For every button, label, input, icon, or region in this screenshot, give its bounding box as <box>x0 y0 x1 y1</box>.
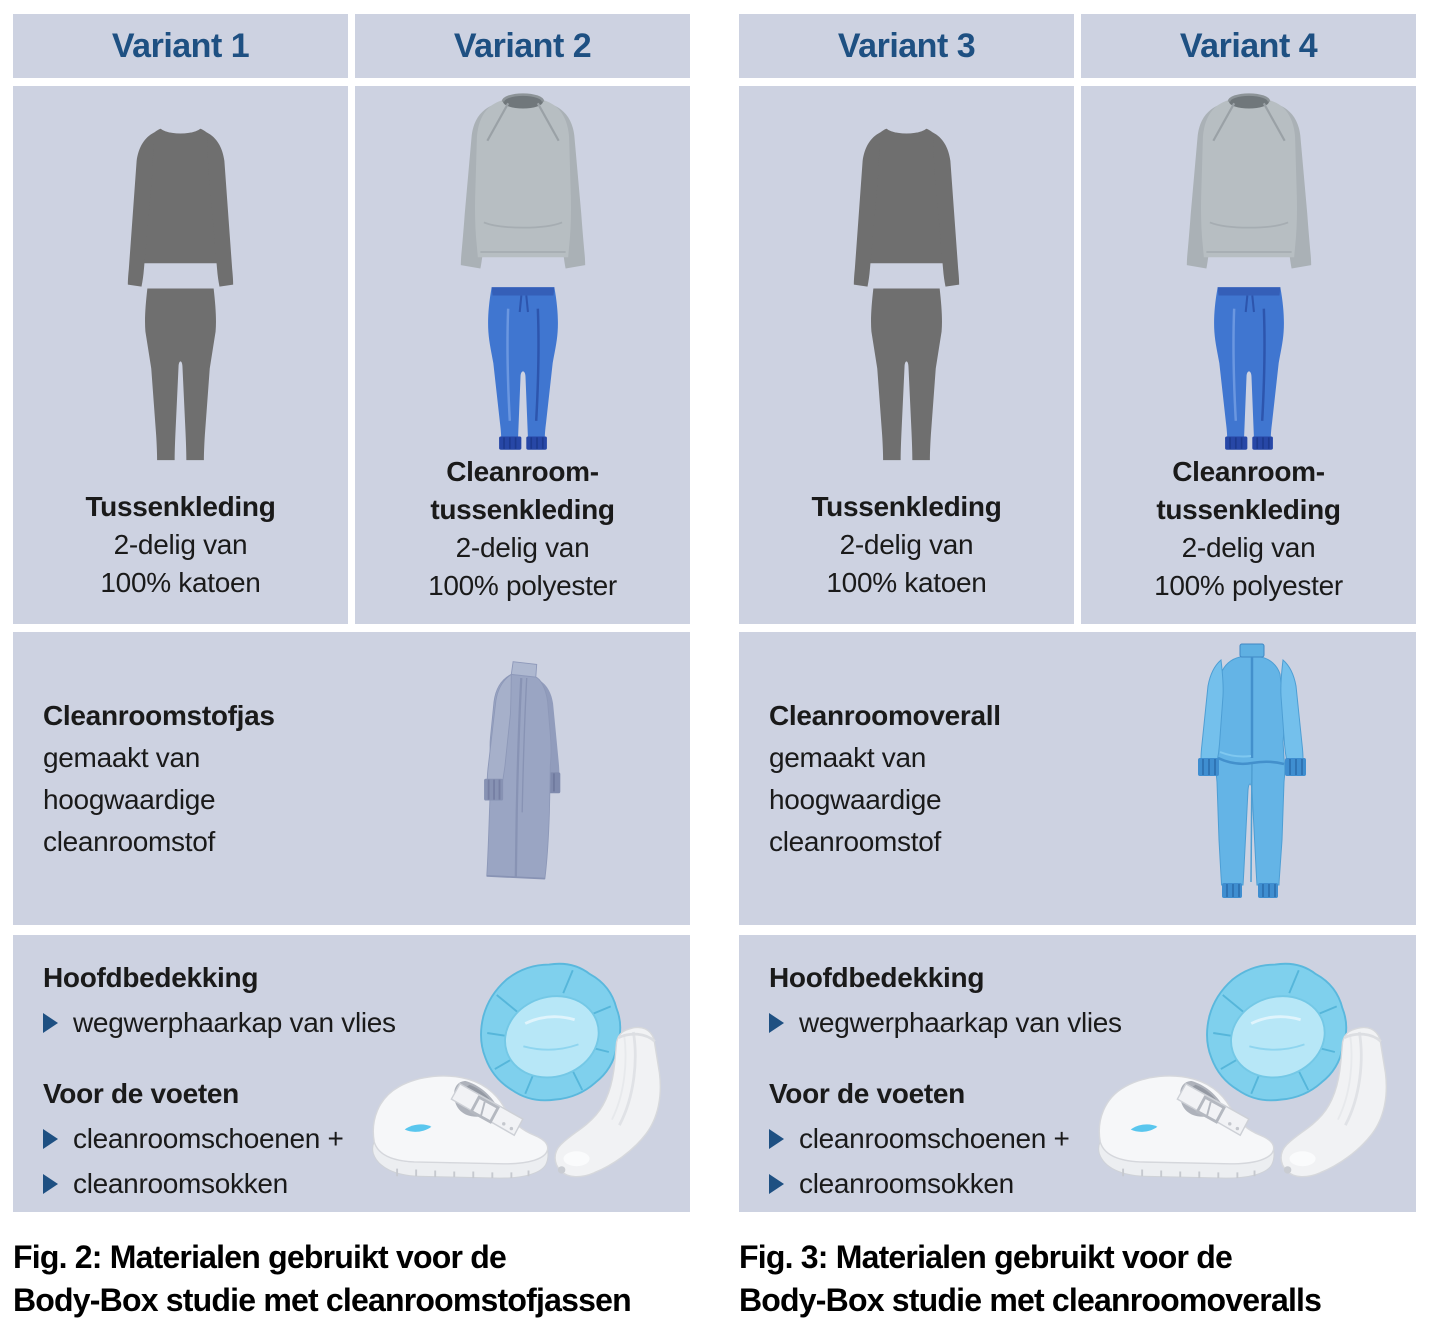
undergarment-silhouette-image <box>83 86 278 488</box>
coat-desc-line: hoogwaardige <box>43 783 216 815</box>
coverall-desc-line: gemaakt van <box>769 741 927 773</box>
variant-4-description <box>1154 453 1343 627</box>
coat-desc-line: cleanroomstof <box>43 825 215 857</box>
coverall-section <box>739 632 1416 925</box>
variant-1-header <box>13 14 348 78</box>
coverall-title: Cleanroomoverall <box>769 699 1001 731</box>
variant-desc-line: 100% katoen <box>826 567 987 598</box>
variant-desc-line: 100% katoen <box>100 567 261 598</box>
feet-title: Voor de voeten <box>769 1078 965 1109</box>
head-covering-item <box>43 1000 690 1045</box>
variant-desc-line: 100% polyester <box>1154 570 1343 601</box>
feet-title: Voor de voeten <box>43 1078 239 1109</box>
feet-item-label: cleanroomsokken <box>73 1168 288 1199</box>
variant-desc-line: 2-delig van <box>839 529 974 560</box>
variant-title-line: tussenkleding <box>430 494 615 525</box>
variant-title-line: Cleanroom- <box>1172 456 1325 487</box>
cleanroom-undergarment-shirt-image <box>1149 92 1349 279</box>
variant-header-row <box>739 14 1416 86</box>
figure-3-caption <box>739 1236 1416 1322</box>
feet-item <box>769 1161 1416 1206</box>
variant-3-header-label: Variant 3 <box>837 26 976 65</box>
arrow-bullet-icon <box>43 1129 58 1149</box>
variant-desc-line: 2-delig van <box>113 529 248 560</box>
feet-item <box>43 1161 690 1206</box>
arrow-bullet-icon <box>769 1013 784 1033</box>
cleanroom-undergarment-image <box>1149 86 1349 453</box>
variant-title-line: tussenkleding <box>1156 494 1341 525</box>
feet-item-label: cleanroomschoenen + <box>799 1123 1070 1154</box>
variant-1-cell <box>13 86 348 624</box>
head-covering-item <box>769 1000 1416 1045</box>
cleanroom-undergarment-shirt-image <box>423 92 623 279</box>
undergarment-silhouette-image <box>809 86 1004 488</box>
cleanroom-undergarment-pants-image <box>1183 284 1315 453</box>
variant-2-header-label: Variant 2 <box>453 26 592 65</box>
variant-title-line: Tussenkleding <box>811 491 1002 522</box>
feet-item <box>43 1116 690 1161</box>
figure-3-panel <box>739 14 1416 1322</box>
accessories-text <box>13 935 690 1206</box>
cleanroom-coat-image <box>465 658 583 885</box>
accessories-section <box>13 935 690 1212</box>
caption-line: Body-Box studie met cleanroomstofjassen <box>13 1282 631 1318</box>
variant-desc-line: 2-delig van <box>1181 532 1316 563</box>
variant-title-line: Tussenkleding <box>85 491 276 522</box>
variant-3-header <box>739 14 1074 78</box>
variant-header-row <box>13 14 690 86</box>
coat-description <box>13 695 275 863</box>
variant-content-row <box>739 86 1416 624</box>
cleanroom-undergarment-image <box>423 86 623 453</box>
coat-title: Cleanroomstofjas <box>43 699 275 731</box>
variant-2-cell <box>355 86 690 624</box>
caption-line: Body-Box studie met cleanroomoveralls <box>739 1282 1322 1318</box>
variant-1-description <box>85 488 275 624</box>
caption-line: Fig. 3: Materialen gebruikt voor de <box>739 1239 1232 1275</box>
arrow-bullet-icon <box>43 1013 58 1033</box>
head-covering-item-label: wegwerphaarkap van vlies <box>73 1007 396 1038</box>
accessories-section <box>739 935 1416 1212</box>
arrow-bullet-icon <box>769 1174 784 1194</box>
feet-item-label: cleanroomsokken <box>799 1168 1014 1199</box>
feet-item <box>769 1116 1416 1161</box>
variant-1-header-label: Variant 1 <box>111 26 250 65</box>
figure-2-panel <box>13 14 690 1322</box>
variant-desc-line: 2-delig van <box>455 532 590 563</box>
variant-2-description <box>428 453 617 627</box>
variant-title-line: Cleanroom- <box>446 456 599 487</box>
coverall-description <box>739 695 1001 863</box>
coverall-desc-line: hoogwaardige <box>769 783 942 815</box>
head-covering-item-label: wegwerphaarkap van vlies <box>799 1007 1122 1038</box>
variant-content-row <box>13 86 690 624</box>
head-covering-title: Hoofdbedekking <box>43 962 259 993</box>
variant-2-header <box>355 14 690 78</box>
cleanroom-undergarment-pants-image <box>457 284 589 453</box>
variant-3-description <box>811 488 1001 624</box>
figure-panels <box>13 14 1416 1322</box>
cleanroom-coverall-image <box>1187 640 1317 900</box>
head-covering-title: Hoofdbedekking <box>769 962 985 993</box>
figure-2-caption <box>13 1236 690 1322</box>
coat-desc-line: gemaakt van <box>43 741 201 773</box>
coat-section <box>13 632 690 925</box>
variant-desc-line: 100% polyester <box>428 570 617 601</box>
variant-4-cell <box>1081 86 1416 624</box>
variant-4-header-label: Variant 4 <box>1179 26 1318 65</box>
variant-4-header <box>1081 14 1416 78</box>
feet-item-label: cleanroomschoenen + <box>73 1123 344 1154</box>
caption-line: Fig. 2: Materialen gebruikt voor de <box>13 1239 506 1275</box>
accessories-text <box>739 935 1416 1206</box>
coverall-desc-line: cleanroomstof <box>769 825 941 857</box>
arrow-bullet-icon <box>43 1174 58 1194</box>
arrow-bullet-icon <box>769 1129 784 1149</box>
variant-3-cell <box>739 86 1074 624</box>
